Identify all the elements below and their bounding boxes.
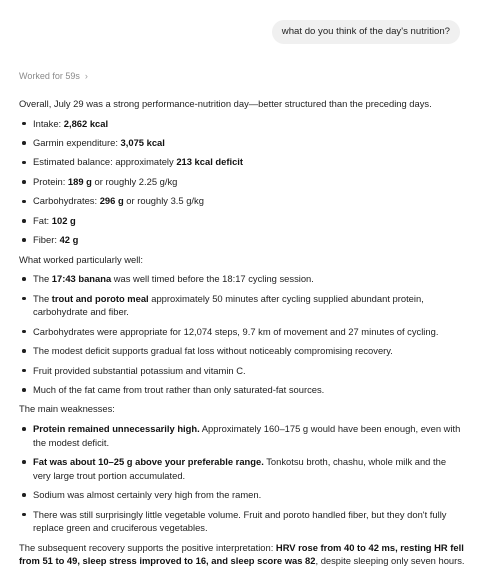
item-text: The bbox=[33, 273, 52, 285]
item-bold: 17:43 banana bbox=[51, 273, 112, 285]
stat-label: Carbohydrates: bbox=[33, 195, 100, 207]
stat-extra: or roughly 2.25 g/kg bbox=[91, 175, 178, 187]
user-message-text: what do you think of the day's nutrition? bbox=[281, 26, 450, 37]
user-message-bubble bbox=[272, 20, 460, 44]
item-text: was well timed before the 18:17 cycling session. bbox=[111, 273, 314, 285]
list-item bbox=[19, 214, 466, 228]
section-heading-weak: The main weaknesses: bbox=[19, 403, 115, 415]
item-text: Carbohydrates were appropriate for 12,074 steps, 9.7 km of movement and 27 minutes of cycling. bbox=[33, 325, 439, 337]
list-item bbox=[19, 136, 466, 150]
conclusion-paragraph bbox=[19, 541, 466, 568]
item-bold: Fat was about 10–25 g above your preferable range. bbox=[33, 456, 264, 468]
conclusion-bold: HRV rose from 40 to 42 ms, resting HR fell from 51 to 49, sleep stress improved to 16, and sleep score was 82 bbox=[19, 541, 464, 567]
stat-value: 2,862 kcal bbox=[63, 117, 109, 129]
item-text: Approximately 160–175 g would have been enough, even with the modest deficit. bbox=[33, 422, 461, 448]
stat-value: 3,075 kcal bbox=[120, 137, 165, 149]
list-item bbox=[19, 488, 466, 502]
stat-label: Estimated balance: approximately bbox=[33, 156, 177, 168]
stat-value: 213 kcal deficit bbox=[176, 156, 244, 168]
stat-value: 296 g bbox=[99, 195, 124, 207]
list-item bbox=[19, 155, 466, 169]
item-bold: Protein remained unnecessarily high. bbox=[33, 422, 200, 434]
list-item bbox=[19, 364, 466, 378]
list-item bbox=[19, 344, 466, 358]
conclusion-text: The subsequent recovery supports the positive interpretation: bbox=[19, 541, 276, 553]
list-item bbox=[19, 455, 466, 482]
intro-paragraph: Overall, July 29 was a strong performance-nutrition day—better structured than the preceding days. bbox=[19, 98, 432, 109]
list-item bbox=[19, 233, 466, 247]
stat-label: Garmin expenditure: bbox=[33, 137, 121, 149]
item-bold: trout and poroto meal bbox=[51, 292, 149, 304]
list-item bbox=[19, 325, 466, 339]
weak-list bbox=[19, 422, 466, 535]
worked-for-label: Worked for 59s bbox=[19, 71, 80, 81]
stat-extra: or roughly 3.5 g/kg bbox=[123, 195, 204, 207]
list-item bbox=[19, 175, 466, 189]
item-text: Tonkotsu broth, chashu, whole milk and the very large trout portion accumulated. bbox=[33, 456, 447, 481]
section-heading-well: What worked particularly well: bbox=[19, 253, 143, 265]
item-text: The modest deficit supports gradual fat loss without noticeably compromising recovery. bbox=[33, 345, 393, 357]
item-text: Much of the fat came from trout rather than only saturated-fat sources. bbox=[33, 383, 325, 395]
item-text: Sodium was almost certainly very high from the ramen. bbox=[33, 489, 262, 501]
list-item bbox=[19, 508, 466, 535]
conclusion-text: , despite sleeping only seven hours. bbox=[315, 555, 465, 567]
list-item bbox=[19, 272, 466, 286]
stat-value: 42 g bbox=[59, 234, 79, 246]
stat-label: Protein: bbox=[33, 175, 68, 187]
list-item bbox=[19, 194, 466, 208]
stat-label: Fiber: bbox=[33, 234, 60, 246]
item-text: There was still surprisingly little vegetable volume. Fruit and poroto handled fiber, but they don't fully replace green and cruciferous vegetables. bbox=[33, 508, 447, 534]
stat-value: 102 g bbox=[51, 214, 76, 226]
list-item bbox=[19, 422, 466, 449]
list-item bbox=[19, 117, 466, 131]
item-text: Fruit provided substantial potassium and vitamin C. bbox=[33, 364, 246, 376]
assistant-response bbox=[19, 97, 466, 574]
list-item bbox=[19, 383, 466, 397]
item-text: approximately 50 minutes after cycling supplied abundant protein, carbohydrate and fiber. bbox=[33, 292, 424, 318]
stats-list bbox=[19, 117, 466, 247]
chevron-right-icon: › bbox=[84, 71, 88, 81]
stat-label: Intake: bbox=[33, 117, 64, 129]
stat-label: Fat: bbox=[33, 214, 52, 226]
stat-value: 189 g bbox=[67, 175, 92, 187]
well-list bbox=[19, 272, 466, 396]
worked-for-toggle[interactable] bbox=[19, 70, 88, 83]
item-text: The bbox=[33, 292, 52, 304]
list-item bbox=[19, 292, 466, 319]
